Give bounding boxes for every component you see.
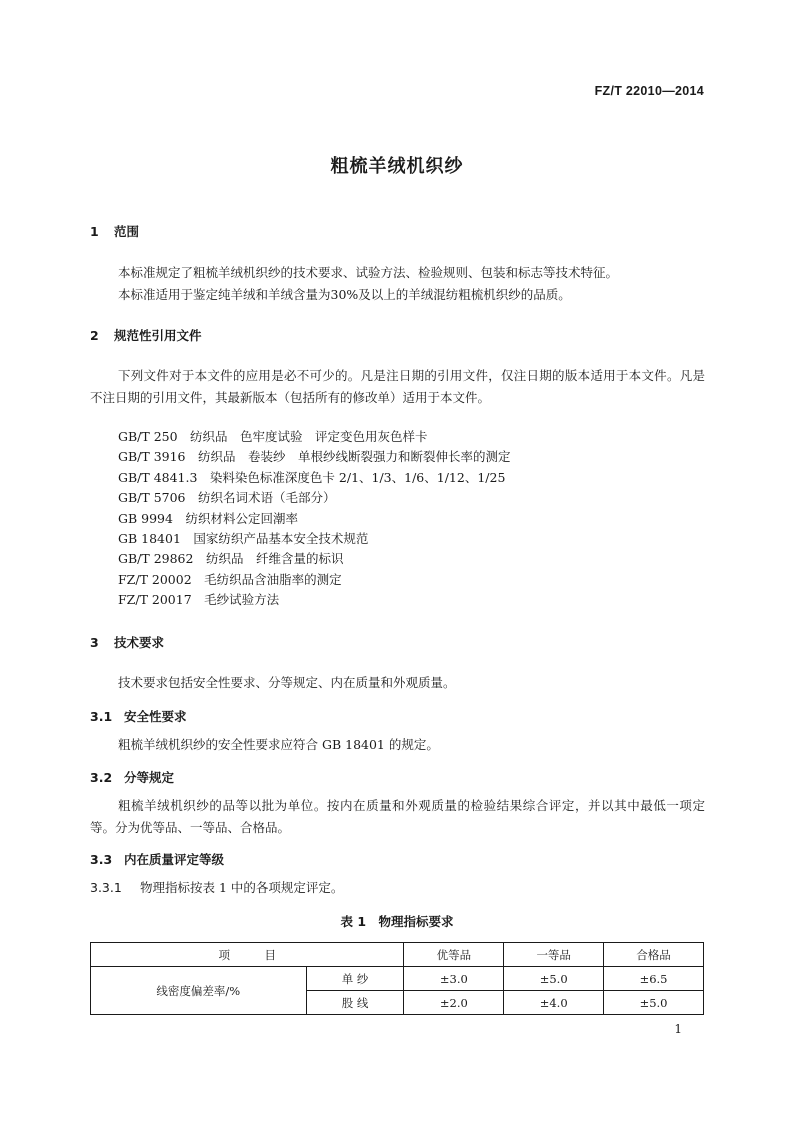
- table-header-row: [91, 943, 704, 967]
- reference-item: FZ/T 20017 毛纱试验方法: [118, 592, 280, 608]
- section-1-paragraph-2: 本标准适用于鉴定纯羊绒和羊绒含量为30%及以上的羊绒混纺粗梳机织纱的品质。: [118, 287, 571, 302]
- section-number: 1: [90, 224, 99, 239]
- section-number: 3.1: [90, 709, 113, 724]
- header-item: 项 目: [91, 943, 404, 967]
- section-3-1-heading: [90, 707, 187, 725]
- document-title: 粗梳羊绒机织纱: [330, 156, 464, 177]
- physical-indicators-table: [90, 942, 704, 1015]
- header-grade-first: 一等品: [504, 943, 604, 967]
- reference-item: GB/T 250 纺织品 色牢度试验 评定变色用灰色样卡: [118, 429, 428, 444]
- table-cell: ±2.0: [404, 991, 504, 1015]
- section-2-paragraph: 下列文件对于本文件的应用是必不可少的。凡是注日期的引用文件，仅注日期的版本适用于本文件。凡是不注日期的引用文件，其最新版本（包括所有的修改单）适用于本文件。: [90, 368, 705, 405]
- section-3-3-1-paragraph: [90, 878, 343, 896]
- section-number: 3.3.1: [90, 880, 122, 895]
- page-number: 1: [674, 1022, 682, 1036]
- row-sub-label: 股 线: [306, 991, 404, 1015]
- section-3-1-paragraph: 粗梳羊绒机织纱的安全性要求应符合 GB 18401 的规定。: [118, 737, 439, 752]
- section-title: 内在质量评定等级: [124, 852, 225, 867]
- section-title: 范围: [114, 224, 140, 239]
- section-3-2-heading: [90, 768, 174, 786]
- section-title: 技术要求: [114, 635, 165, 650]
- reference-item: GB 9994 纺织材料公定回潮率: [118, 510, 298, 526]
- reference-item: FZ/T 20002 毛纺织品含油脂率的测定: [118, 571, 342, 587]
- section-number: 3: [90, 635, 99, 650]
- section-2-heading: [90, 326, 202, 344]
- table-cell: ±3.0: [404, 967, 504, 991]
- table-row: [91, 967, 704, 991]
- table-cell: ±4.0: [504, 991, 604, 1015]
- reference-item: GB/T 29862 纺织品 纤维含量的标识: [118, 551, 344, 567]
- reference-item: GB/T 5706 纺织名词术语（毛部分）: [118, 490, 336, 506]
- reference-item: GB/T 3916 纺织品 卷装纱 单根纱线断裂强力和断裂伸长率的测定: [118, 449, 511, 465]
- section-number: 2: [90, 328, 99, 343]
- clause-text: 物理指标按表 1 中的各项规定评定。: [140, 880, 344, 895]
- section-1-heading: [90, 222, 139, 240]
- header-grade-excellent: 优等品: [404, 943, 504, 967]
- reference-list: [118, 427, 511, 611]
- standard-code: FZ/T 22010—2014: [594, 84, 704, 98]
- table-cell: ±5.0: [504, 967, 604, 991]
- row-sub-label: 单 纱: [306, 967, 404, 991]
- section-title: 分等规定: [124, 770, 175, 785]
- table-cell: ±5.0: [604, 991, 704, 1015]
- section-3-heading: [90, 633, 164, 651]
- table-cell: ±6.5: [604, 967, 704, 991]
- section-3-3-heading: [90, 850, 224, 868]
- section-3-2-paragraph: 粗梳羊绒机织纱的品等以批为单位。按内在质量和外观质量的检验结果综合评定，并以其中最低一项定等。分为优等品、一等品、合格品。: [90, 798, 705, 835]
- section-title: 安全性要求: [124, 709, 187, 724]
- row-group-label: 线密度偏差率/%: [91, 967, 307, 1015]
- reference-item: GB 18401 国家纺织产品基本安全技术规范: [118, 531, 369, 547]
- section-3-paragraph: 技术要求包括安全性要求、分等规定、内在质量和外观质量。: [118, 675, 456, 690]
- section-number: 3.3: [90, 852, 113, 867]
- table-caption: 表 1 物理指标要求: [340, 914, 454, 929]
- section-number: 3.2: [90, 770, 113, 785]
- section-title: 规范性引用文件: [114, 328, 202, 343]
- section-1-paragraph-1: 本标准规定了粗梳羊绒机织纱的技术要求、试验方法、检验规则、包装和标志等技术特征。: [118, 265, 619, 280]
- header-grade-qualified: 合格品: [604, 943, 704, 967]
- reference-item: GB/T 4841.3 染料染色标准深度色卡 2/1、1/3、1/6、1/12、1/25: [118, 469, 506, 485]
